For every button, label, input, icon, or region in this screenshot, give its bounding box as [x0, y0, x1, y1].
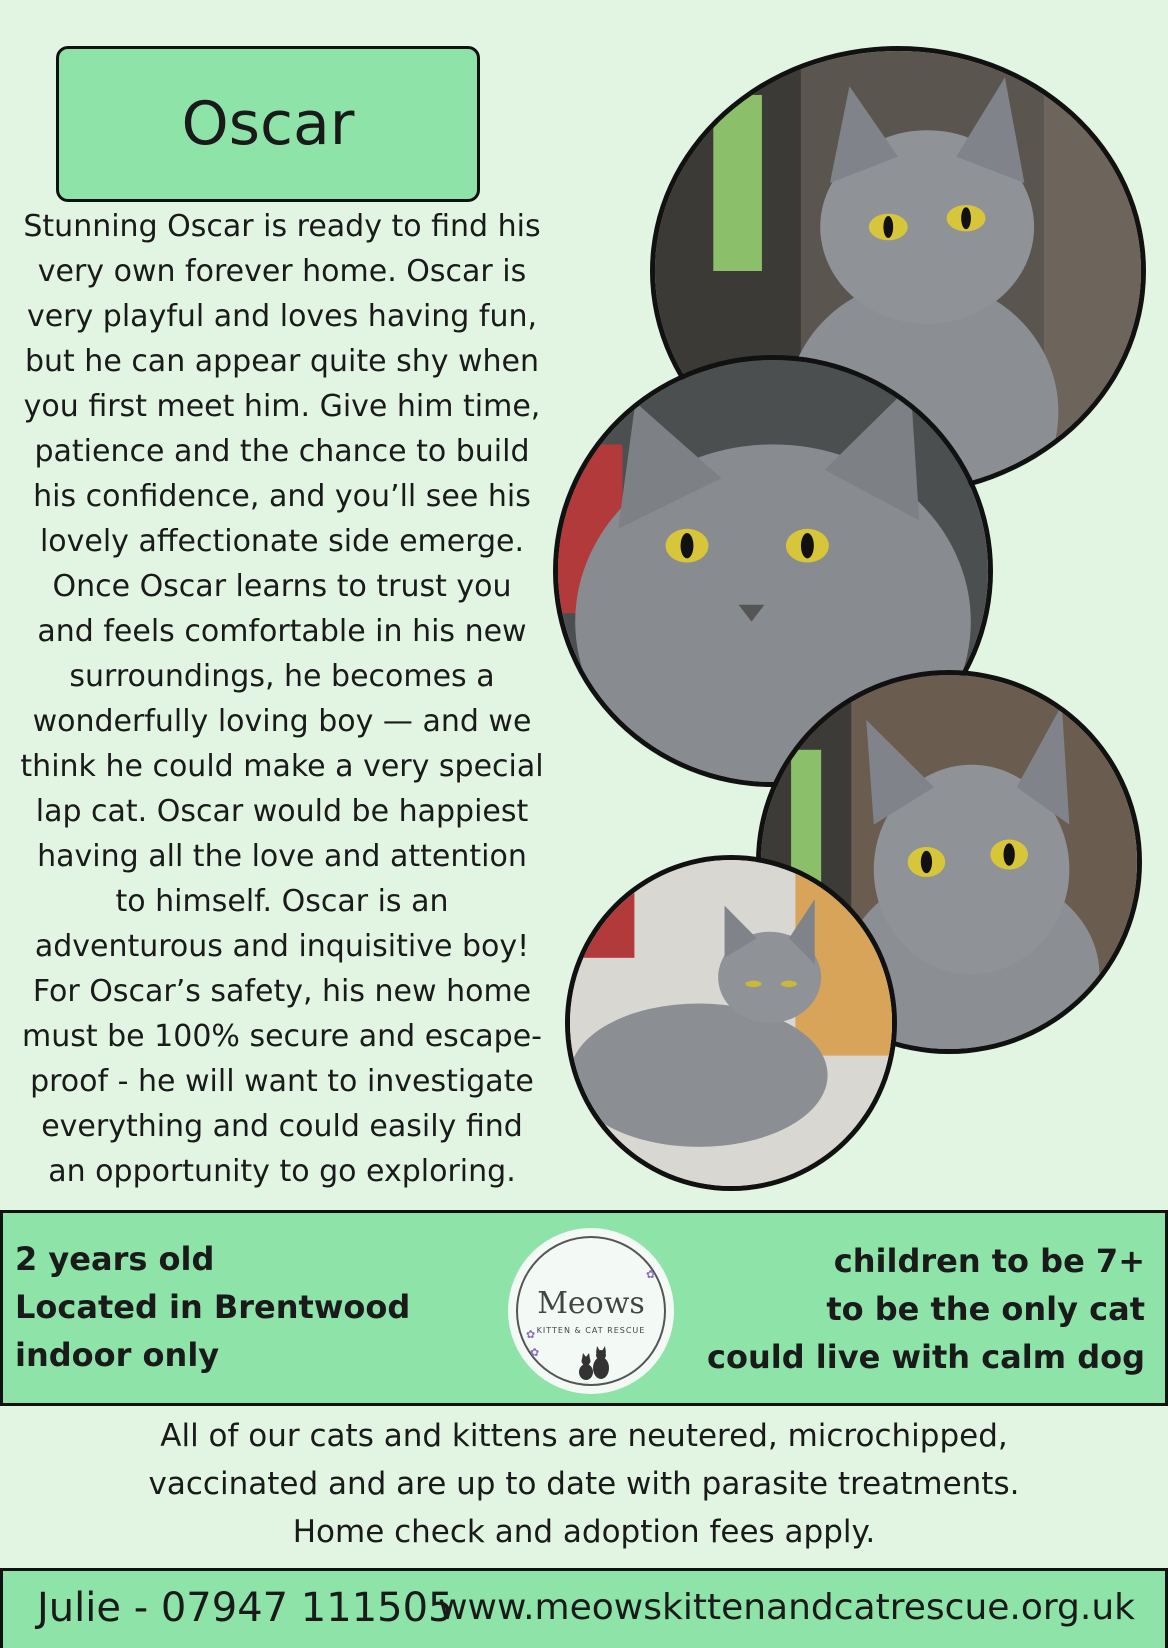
cat-name-box	[56, 46, 480, 202]
paw-icon: ✿	[530, 1346, 540, 1359]
bio-line: but he can appear quite shy when	[24, 344, 540, 379]
bio-line: must be 100% secure and escape-	[21, 1019, 543, 1054]
bio-line: very own forever home. Oscar is	[37, 254, 527, 289]
cats-silhouette-icon	[574, 1344, 614, 1380]
bio-line: to himself. Oscar is an	[115, 884, 449, 919]
detail-location: Located in Brentwood	[15, 1288, 411, 1326]
contact-band	[0, 1568, 1168, 1648]
logo-subtitle: KITTEN & CAT RESCUE	[536, 1326, 646, 1335]
bio-line: patience and the chance to build	[34, 434, 530, 469]
bio-line: an opportunity to go exploring.	[48, 1154, 516, 1189]
details-right	[707, 1237, 1145, 1381]
note-line: All of our cats and kittens are neutered, microchipped,	[160, 1418, 1008, 1454]
website-link[interactable]: www.meowskittenandcatrescue.org.uk	[438, 1587, 1135, 1628]
note-line: Home check and adoption fees apply.	[292, 1514, 876, 1550]
bio-line: surroundings, he becomes a	[69, 659, 495, 694]
bio-line: For Oscar’s safety, his new home	[32, 974, 532, 1009]
bio-line: everything and could easily find	[41, 1109, 523, 1144]
bio-line: wonderfully loving boy — and we	[32, 704, 532, 739]
bio-line: you first meet him. Give him time,	[23, 389, 541, 424]
note-line: vaccinated and are up to date with parasite treatments.	[148, 1466, 1020, 1502]
bio-line: think he could make a very special	[20, 749, 544, 784]
details-left	[15, 1235, 410, 1379]
logo-title: Meows	[537, 1286, 645, 1321]
cat-bio	[6, 204, 558, 1194]
detail-age: 2 years old	[15, 1240, 215, 1278]
detail-children: children to be 7+	[833, 1242, 1145, 1280]
bio-line: having all the love and attention	[37, 839, 527, 874]
details-band	[0, 1210, 1168, 1406]
detail-dog: could live with calm dog	[707, 1338, 1145, 1376]
bio-line: very playful and loves having fun,	[26, 299, 538, 334]
paw-icon: ✿	[646, 1268, 656, 1281]
bio-line: and feels comfortable in his new	[37, 614, 527, 649]
bio-line: adventurous and inquisitive boy!	[34, 929, 530, 964]
detail-only-cat: to be the only cat	[826, 1290, 1145, 1328]
bio-line: lap cat. Oscar would be happiest	[35, 794, 529, 829]
cat-name-title: Oscar	[181, 89, 355, 159]
rescue-logo	[508, 1228, 674, 1394]
bio-line: Stunning Oscar is ready to find his	[23, 209, 541, 244]
paw-icon: ✿	[526, 1328, 536, 1341]
contact-phone[interactable]: Julie - 07947 111505	[37, 1585, 454, 1631]
adoption-note	[0, 1412, 1168, 1556]
bio-line: Once Oscar learns to trust you	[52, 569, 512, 604]
bio-line: proof - he will want to investigate	[30, 1064, 534, 1099]
cat-photo-4	[565, 855, 897, 1191]
bio-line: his confidence, and you’ll see his	[33, 479, 531, 514]
bio-line: lovely affectionate side emerge.	[39, 524, 525, 559]
detail-indoor: indoor only	[15, 1336, 220, 1374]
